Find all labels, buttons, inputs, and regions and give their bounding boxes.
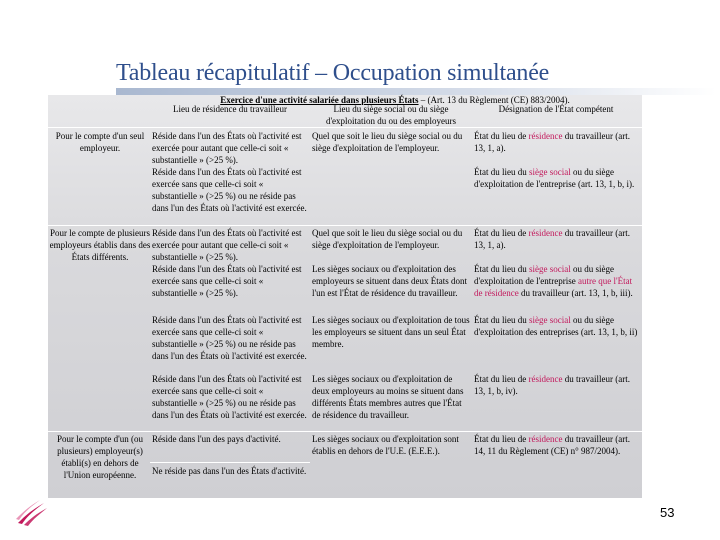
row7-residence: Réside dans l'un des pays d'activité. [152,434,281,444]
column-header-siege: Lieu du siège social ou du siège d'exploitation du ou des employeurs [325,104,457,126]
row6-siege: Les sièges sociaux ou d'exploitation de deux employeurs au moins se situent dans différents États membres autres que l'État de résidence du travailleur. [312,374,464,420]
row5-residence: Réside dans l'un des États où l'activité est exercée sans que celle-ci soit « substantielle » (>25 %) ou ne réside pas dans l'un des États où l'activité est exercée. [152,315,307,361]
row7-divider [150,462,310,463]
group-label-multiple-employers: Pour le compte de plusieurs employeurs établis dans des États différents. [49,228,151,262]
row7-etat: État du lieu de résidence du travailleur (art. 14, 11 du Règlement (CE) n° 987/2004). [474,434,630,456]
header-bold-text: Exercice d'une activité salariée dans plusieurs États [220,95,419,105]
group1-divider [48,225,642,226]
row4-siege: Les sièges sociaux ou d'exploitation des employeurs se situent dans deux États dont l'un est l'État de résidence du travailleur. [312,264,467,298]
header-divider [48,127,642,128]
row3-siege: Quel que soit le lieu du siège social ou du siège d'exploitation de l'employeur. [312,228,463,250]
group-label-single-employer: Pour le compte d'un seul employeur. [55,131,145,153]
row5-siege: Les sièges sociaux ou d'exploitation de tous les employeurs se situent dans un seul État membre. [312,315,470,349]
row7-siege: Les sièges sociaux ou d'exploitation sont établis en dehors de l'U.E. (E.E.E.). [312,434,459,456]
row1-residence: Réside dans l'un des États où l'activité est exercée pour autant que celle-ci soit « substantielle » (>25 %). [152,131,302,165]
row2-residence: Réside dans l'un des États où l'activité est exercée sans que celle-ci soit « substantielle » (>25 %) ou ne réside pas dans l'un des États où l'activité est exercée. [152,167,307,213]
row1-etat: État du lieu de résidence du travailleur (art. 13, 1, a). [474,131,630,153]
logo-swirl-icon [14,497,50,527]
title-underline [116,88,716,95]
row3-residence: Réside dans l'un des États où l'activité est exercée pour autant que celle-ci soit « substantielle » (>25 %). [152,228,302,262]
column-header-residence: Lieu de résidence du travailleur [173,104,287,114]
row6-etat: État du lieu de résidence du travailleur (art. 13, 1, b, iv). [474,374,630,396]
row4-etat: État du lieu du siège social ou du siège d'exploitation de l'entreprise autre que l'État de résidence du travailleur (art. 13, 1, b, iii). [474,264,633,298]
row6-residence: Réside dans l'un des États où l'activité est exercée sans que celle-ci soit « substantielle » (>25 %) ou ne réside pas dans l'un des États où l'activité est exercée. [152,374,307,420]
page-title: Tableau récapitulatif – Occupation simultanée [116,60,550,86]
page-number: 53 [660,505,675,520]
group2-divider [48,431,642,432]
header-article-text: – (Art. 13 du Règlement (CE) 883/2004). [418,95,570,105]
row2-etat: État du lieu du siège social ou du siège d'exploitation de l'entreprise (art. 13, 1, b, i). [474,167,635,189]
row3-etat: État du lieu de résidence du travailleur (art. 13, 1, a). [474,228,630,250]
column-header-etat: Désignation de l'État compétent [498,104,614,114]
group-label-non-eu-employers: Pour le compte d'un (ou plusieurs) employeur(s) établi(s) en dehors de l'Union européenne. [56,434,144,480]
row1-siege: Quel que soit le lieu du siège social ou du siège d'exploitation de l'employeur. [312,131,463,153]
row4-residence: Réside dans l'un des États où l'activité est exercée sans que celle-ci soit « substantielle » (>25 %). [152,264,302,298]
row8-residence: Ne réside pas dans l'un des États d'activité. [152,466,307,476]
row5-etat: État du lieu du siège social ou du siège d'exploitation des entreprises (art. 13, 1, b, ii) [474,315,638,337]
